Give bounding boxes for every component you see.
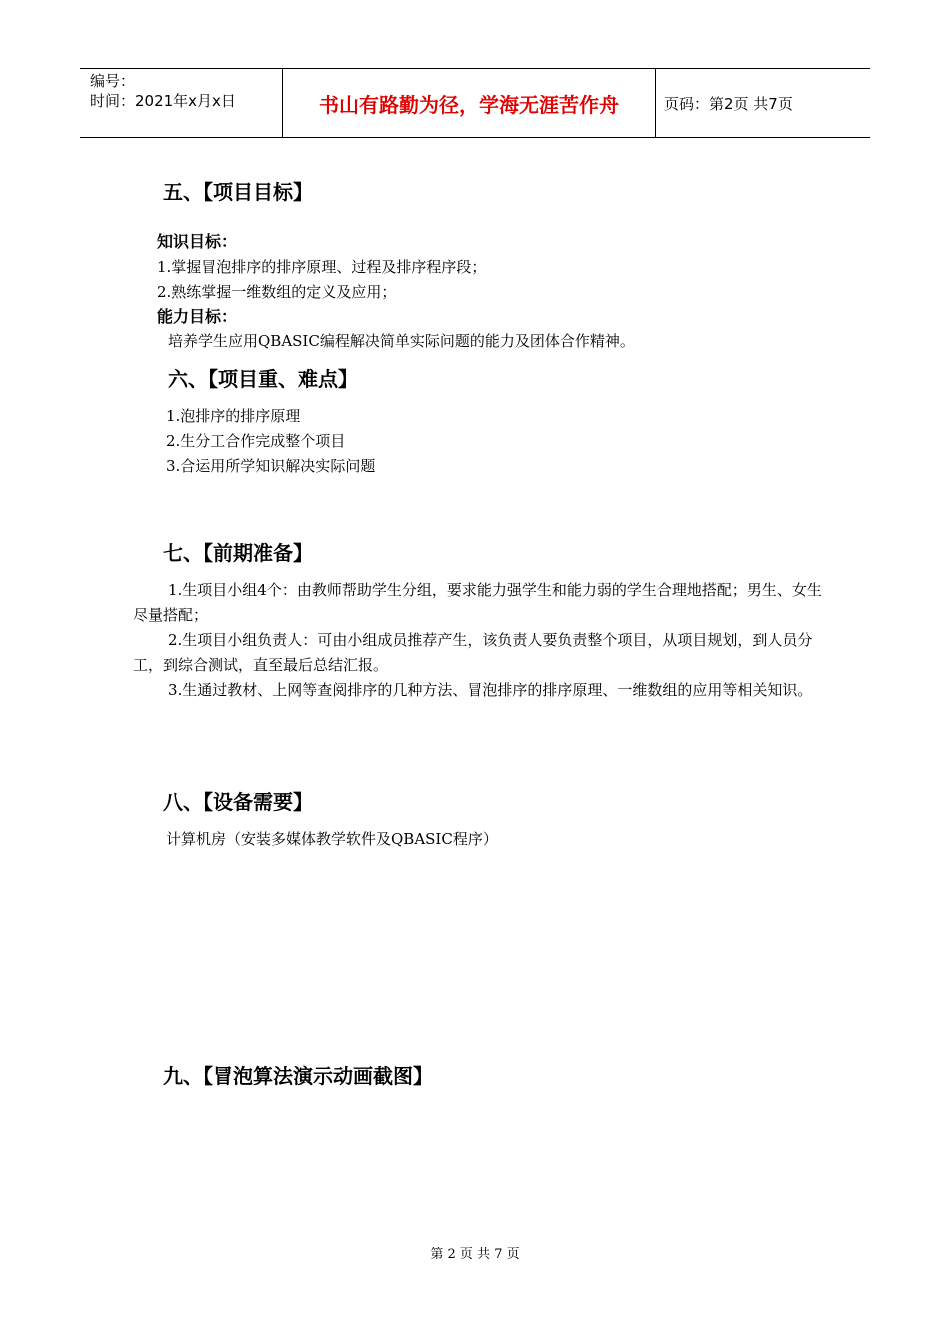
header-left-cell (80, 69, 282, 137)
key-point-item: 3.合运用所学知识解决实际问题 (166, 457, 376, 475)
section-7-title: 七、【前期准备】 (163, 541, 313, 565)
knowledge-item: 1.掌握冒泡排序的排序原理、过程及排序程序段； (157, 258, 487, 276)
header-motto: 书山有路勤为径，学海无涯苦作舟 (282, 69, 656, 137)
section-6-title: 六、【项目重、难点】 (168, 367, 358, 391)
number-label: 编号： (90, 72, 136, 90)
ability-goal-label: 能力目标： (157, 307, 238, 326)
equipment-text: 计算机房（安装多媒体教学软件及QBASIC程序） (166, 830, 498, 848)
header-table (80, 68, 870, 138)
preparation-paragraph: 3.生通过教材、上网等查阅排序的几种方法、冒泡排序的排序原理、一维数组的应用等相关知识。 (168, 681, 813, 699)
section-8-title: 八、【设备需要】 (163, 790, 313, 814)
ability-text: 培养学生应用QBASIC编程解决简单实际问题的能力及团体合作精神。 (168, 332, 635, 350)
page-footer: 第 2 页 共 7 页 (430, 1247, 520, 1262)
knowledge-item: 2.熟练掌握一维数组的定义及应用； (157, 283, 397, 301)
knowledge-goal-label: 知识目标： (157, 232, 238, 251)
time-label: 时间：2021年x月x日 (90, 92, 236, 110)
key-point-item: 1.泡排序的排序原理 (166, 407, 301, 425)
section-9-title: 九、【冒泡算法演示动画截图】 (163, 1064, 433, 1088)
header-page-info: 页码：第2页 共7页 (664, 94, 793, 113)
preparation-paragraph: 1.生项目小组4个：由教师帮助学生分组，要求能力强学生和能力弱的学生合理地搭配；男生、女生尽量搭配； (133, 581, 822, 624)
preparation-paragraph: 2.生项目小组负责人：可由小组成员推荐产生，该负责人要负责整个项目，从项目规划，到人员分工，到综合测试，直至最后总结汇报。 (133, 631, 813, 674)
key-point-item: 2.生分工合作完成整个项目 (166, 432, 346, 450)
section-5-title: 五、【项目目标】 (163, 180, 313, 204)
